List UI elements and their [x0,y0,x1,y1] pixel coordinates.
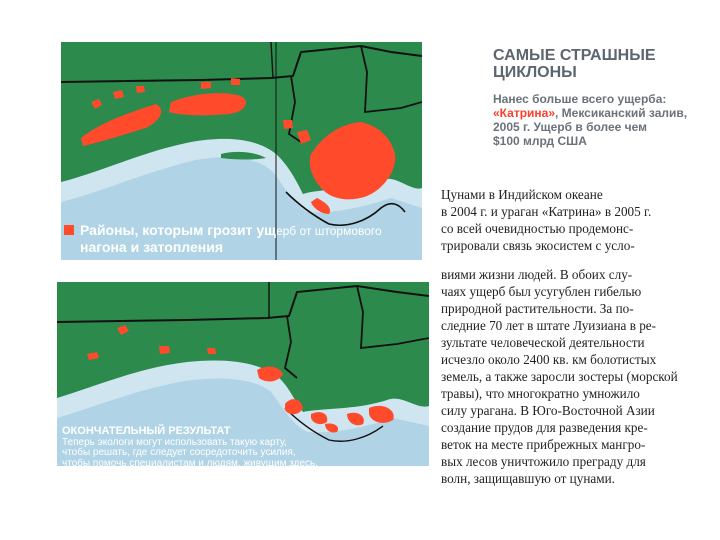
flood-risk-legend-line2: нагона и затопления [80,239,224,255]
final-result-line: чтобы решать, где следует сосредоточить усилия, [62,447,296,458]
final-result-line: Теперь экологи могут использовать такую карту, [62,436,287,448]
article-text-top: Цунами в Индийском океане в 2004 г. и ураган «Катрина» в 2005 г. со всей очевидностью продемонс- трировали связь экосистем с усло- [441,187,652,253]
flood-risk-legend [64,222,424,255]
sidebar-subtitle-line2: «Катрина», Мексиканский залив, [493,106,688,120]
flood-risk-legend-line1: Районы, которым грозит ущерб от штормового [64,222,424,239]
flood-swatch [64,225,74,235]
sidebar-subtitle: Нанес больше всего ущерба: «Катрина», Мексиканский залив, 2005 г. Ущерб в более чем $100 млрд США [493,92,693,148]
final-result-heading: ОКОНЧАТЕЛЬНЫЙ РЕЗУЛЬТАТ [62,425,231,437]
final-result-line: чтобы помочь специалистам и людям, живущим здесь. [62,457,319,469]
final-result-legend [62,426,422,469]
article-text-bottom: виями жизни людей. В обоих слу- чаях ущерб был усугублен гибелью природной растительности. За по- следние 70 лет в штате Луизиана в ре- зультате человеческой деятельности исчезло около 2400 кв. км болотистых земель, а также заросли зостеры (морской травы), что многократно умножило силу урагана. В Юго-Восточной Азии создание прудов для разведения кре- веток на месте прибрежных мангро- вых лесов уничтожило преграду для волн, защищавшую от цунами. [441,267,678,486]
sidebar-title: САМЫЕ СТРАШНЫЕ ЦИКЛОНЫ [493,47,656,81]
